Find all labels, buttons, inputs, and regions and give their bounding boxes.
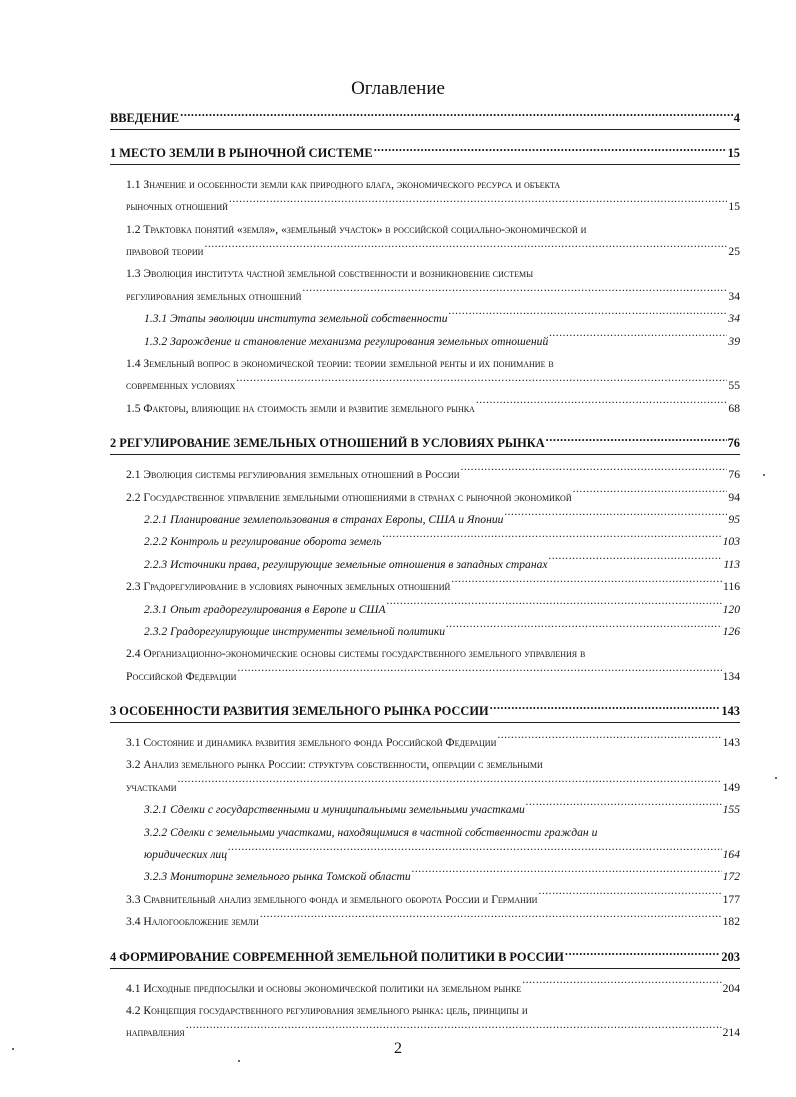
toc-entry-text: рыночных отношений <box>126 200 228 214</box>
toc-page-number: 113 <box>723 557 740 571</box>
toc-page-number: 34 <box>728 289 740 303</box>
toc-entry-text: 3.1 Состояние и динамика развития земельного фонда Российской Федерации <box>126 736 497 750</box>
toc-entry-text: юридических лиц <box>144 848 228 862</box>
dot-leader <box>302 286 727 300</box>
dot-leader <box>236 376 727 390</box>
toc-entry-text: 1 МЕСТО ЗЕМЛИ В РЫНОЧНОЙ СИСТЕМЕ <box>110 145 373 160</box>
toc-entry-sec[interactable] <box>126 1000 740 1045</box>
toc-entry-sec[interactable] <box>126 398 740 420</box>
toc-entry-sec[interactable] <box>126 978 740 1000</box>
toc-entry-text: 4 ФОРМИРОВАНИЕ СОВРЕМЕННОЙ ЗЕМЕЛЬНОЙ ПОЛИТИКИ В РОССИИ <box>110 949 564 964</box>
toc-page-number: 25 <box>728 244 740 258</box>
toc-page-number: 34 <box>728 312 740 326</box>
toc-entry-sec[interactable] <box>126 732 740 754</box>
toc-page-number: 164 <box>722 848 740 862</box>
dot-leader <box>451 576 722 590</box>
dot-leader <box>237 666 721 680</box>
toc-entry-chapter[interactable] <box>110 139 740 165</box>
toc-entry-chapter[interactable] <box>110 104 740 130</box>
dot-leader <box>260 911 722 925</box>
toc-entry-text: 2 РЕГУЛИРОВАНИЕ ЗЕМЕЛЬНЫХ ОТНОШЕНИЙ В УСЛОВИЯХ РЫНКА <box>110 436 545 451</box>
dot-leader <box>549 554 723 568</box>
dot-leader <box>374 142 727 157</box>
toc-page-number: 182 <box>722 915 740 929</box>
toc-entry-text: современных условиях <box>126 379 236 393</box>
scan-speck <box>12 1048 14 1050</box>
toc-entry-text: 2.2.3 Источники права, регулирующие земельные отношения в западных странах <box>144 557 548 571</box>
toc-entry-sec[interactable] <box>126 889 740 911</box>
toc-page-number: 94 <box>728 490 740 504</box>
dot-leader <box>229 196 727 210</box>
scan-speck <box>238 1060 240 1062</box>
dot-leader <box>476 398 728 412</box>
toc-page-number: 103 <box>722 535 740 549</box>
dot-leader <box>573 487 728 501</box>
toc-page-number: 76 <box>728 468 740 482</box>
toc-entry-text: 1.3.2 Зарождение и становление механизма регулирования земельных отношений <box>144 334 549 348</box>
dot-leader <box>546 432 727 447</box>
toc-entry-text: 3.2.2 Сделки с земельными участками, находящимися в частной собственности граждан и <box>144 825 598 839</box>
toc-entry-sec[interactable] <box>126 643 740 688</box>
dot-leader <box>177 777 721 791</box>
toc-entry-sub[interactable] <box>144 509 740 531</box>
toc-entry-sec[interactable] <box>126 219 740 264</box>
toc-entry-text: Российской Федерации <box>126 669 237 683</box>
toc-entry-sec[interactable] <box>126 911 740 933</box>
toc-page-number: 143 <box>721 704 740 719</box>
toc-page-number: 203 <box>721 949 740 964</box>
page-title: Оглавление <box>351 78 445 99</box>
toc-entry-chapter[interactable] <box>110 429 740 455</box>
toc-page-number: 134 <box>722 669 740 683</box>
toc-entry-text: 1.5 Факторы, влияющие на стоимость земли и развитие земельного рынка <box>126 401 475 415</box>
toc-entry-text: 3.3 Сравнительный анализ земельного фонда и земельного оборота России и Германии <box>126 892 538 906</box>
toc-entry-text: 3.4 Налогообложение земли <box>126 915 259 929</box>
toc-entry-text: 1.4 Земельный вопрос в экономической теории: теории земельной ренты и их понимание в <box>126 357 554 370</box>
toc-entry-sec[interactable] <box>126 353 740 398</box>
toc-page-number: 214 <box>722 1026 740 1040</box>
dot-leader <box>460 464 727 478</box>
toc-page-number: 116 <box>723 580 740 594</box>
toc-entry-sec[interactable] <box>126 487 740 509</box>
toc-entry-text: 1.3.1 Этапы эволюции института земельной собственности <box>144 312 448 326</box>
toc-entry-sub[interactable] <box>144 599 740 621</box>
toc-page-number: 126 <box>722 624 740 638</box>
table-of-contents <box>110 104 740 1045</box>
dot-leader <box>504 509 727 523</box>
toc-page-number: 120 <box>722 602 740 616</box>
toc-entry-text: 2.2.1 Планирование землепользования в странах Европы, США и Японии <box>144 512 504 526</box>
toc-page-number: 149 <box>722 780 740 794</box>
dot-leader <box>522 978 721 992</box>
dot-leader <box>204 241 727 255</box>
toc-entry-sec[interactable] <box>126 263 740 308</box>
dot-leader <box>228 844 722 858</box>
dot-leader <box>382 531 721 545</box>
dot-leader <box>446 621 722 635</box>
toc-entry-text: 4.2 Концепция государственного регулирования земельного рынка: цель, принципы и <box>126 1003 528 1017</box>
dot-leader <box>538 889 721 903</box>
dot-leader <box>449 308 728 322</box>
toc-page-number: 55 <box>728 379 740 393</box>
toc-entry-sec[interactable] <box>126 754 740 799</box>
dot-leader <box>490 700 721 715</box>
toc-entry-sub[interactable] <box>144 822 740 867</box>
toc-entry-text: 2.3.2 Градорегулирующие инструменты земельной политики <box>144 624 446 638</box>
toc-entry-sec[interactable] <box>126 174 740 219</box>
toc-page-number: 39 <box>728 334 740 348</box>
toc-entry-text: 3 ОСОБЕННОСТИ РАЗВИТИЯ ЗЕМЕЛЬНОГО РЫНКА РОССИИ <box>110 704 489 719</box>
toc-page-number: 177 <box>722 892 740 906</box>
scan-speck <box>775 777 777 779</box>
toc-page-number: 68 <box>728 401 740 415</box>
dot-leader <box>526 799 722 813</box>
toc-page-number: 143 <box>722 736 740 750</box>
toc-page-number: 204 <box>722 981 740 995</box>
toc-entry-text: направления <box>126 1026 185 1040</box>
toc-entry-text: правовой теории <box>126 244 204 258</box>
scan-speck <box>763 474 765 476</box>
toc-entry-sub[interactable] <box>144 799 740 821</box>
page-number: 2 <box>394 1040 402 1057</box>
toc-entry-text: 1.2 Трактовка понятий «земля», «земельный участок» в российской социально-экономической и <box>126 222 587 236</box>
toc-entry-sub[interactable] <box>144 531 740 553</box>
toc-entry-text: 4.1 Исходные предпосылки и основы экономической политики на земельном рынке <box>126 981 522 995</box>
dot-leader <box>565 946 721 961</box>
toc-entry-chapter[interactable] <box>110 943 740 969</box>
toc-entry-text: 2.1 Эволюция системы регулирования земельных отношений в России <box>126 468 460 482</box>
toc-entry-text: участками <box>126 780 177 794</box>
toc-page-number: 95 <box>728 512 740 526</box>
toc-entry-text: 3.2.1 Сделки с государственными и муниципальными земельными участками <box>144 803 525 817</box>
toc-entry-sub[interactable] <box>144 866 740 888</box>
toc-entry-sub[interactable] <box>144 554 740 576</box>
toc-entry-sec[interactable] <box>126 464 740 486</box>
dot-leader <box>549 331 727 345</box>
toc-page-number: 172 <box>722 870 740 884</box>
toc-entry-text: 3.2 Анализ земельного рынка России: структура собственности, операции с земельными <box>126 758 543 772</box>
toc-page-number: 15 <box>728 200 740 214</box>
dot-leader <box>497 732 721 746</box>
dot-leader <box>180 107 733 122</box>
toc-entry-text: 2.4 Организационно-экономические основы системы государственного земельного управления в <box>126 647 586 661</box>
toc-entry-text: 3.2.3 Мониторинг земельного рынка Томской области <box>144 870 411 884</box>
toc-entry-text: ВВЕДЕНИЕ <box>110 110 180 125</box>
toc-entry-text: 2.3.1 Опыт градорегулирования в Европе и США <box>144 602 386 616</box>
toc-entry-text: 2.2 Государственное управление земельными отношениями в странах с рыночной экономикой <box>126 490 572 504</box>
toc-page-number: 4 <box>733 110 740 125</box>
toc-page-number: 155 <box>722 803 740 817</box>
toc-entry-sub[interactable] <box>144 331 740 353</box>
toc-page-number: 76 <box>727 436 740 451</box>
toc-entry-text: 2.3 Градорегулирование в условиях рыночных земельных отношений <box>126 580 451 594</box>
toc-entry-text: 1.1 Значение и особенности земли как природного блага, экономического ресурса и объекта <box>126 177 561 191</box>
toc-entry-chapter[interactable] <box>110 697 740 723</box>
toc-entry-text: 1.3 Эволюция института частной земельной собственности и возникновение системы <box>126 267 534 281</box>
toc-entry-sub[interactable] <box>144 621 740 643</box>
dot-leader <box>387 599 722 613</box>
toc-entry-text: регулирования земельных отношений <box>126 289 302 303</box>
toc-entry-sub[interactable] <box>144 308 740 330</box>
toc-page-number: 15 <box>727 145 740 160</box>
toc-entry-text: 2.2.2 Контроль и регулирование оборота земель <box>144 535 382 549</box>
dot-leader <box>186 1022 722 1036</box>
toc-entry-sec[interactable] <box>126 576 740 598</box>
dot-leader <box>412 867 722 881</box>
